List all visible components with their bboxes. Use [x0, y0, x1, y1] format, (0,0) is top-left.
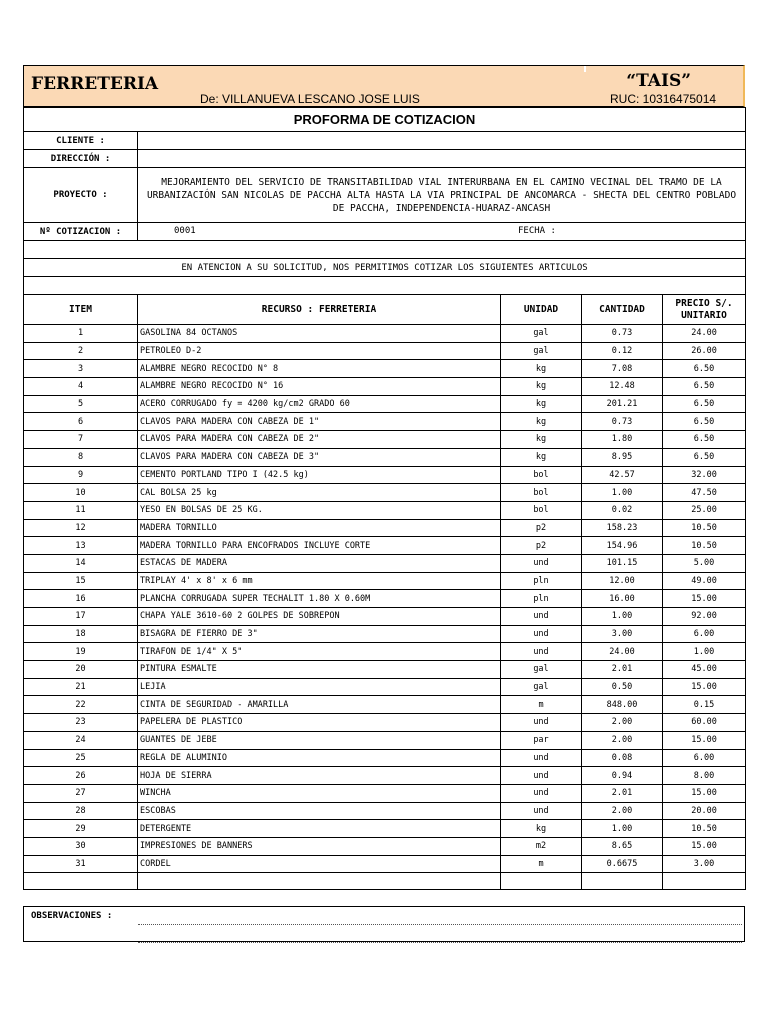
item-number: 18: [24, 625, 138, 643]
cotizacion-row: [138, 223, 746, 241]
item-description: DETERGENTE: [138, 820, 501, 838]
item-description: TIRAFON DE 1/4" X 5": [138, 643, 501, 661]
item-number: 11: [24, 501, 138, 519]
item-description: CORDEL: [138, 855, 501, 873]
item-description: MADERA TORNILLO PARA ENCOFRADOS INCLUYE CORTE: [138, 537, 501, 555]
item-quantity: 1.00: [582, 608, 663, 626]
table-row: [24, 537, 746, 555]
table-row: [24, 608, 746, 626]
item-number: 8: [24, 448, 138, 466]
table-row: [24, 325, 746, 343]
item-price: 45.00: [663, 661, 746, 679]
item-number: 22: [24, 696, 138, 714]
item-quantity: 16.00: [582, 590, 663, 608]
item-number: 2: [24, 342, 138, 360]
item-number: 24: [24, 731, 138, 749]
item-description: HOJA DE SIERRA: [138, 767, 501, 785]
item-number: 30: [24, 837, 138, 855]
item-number: 26: [24, 767, 138, 785]
item-price: 15.00: [663, 731, 746, 749]
table-row: [24, 519, 746, 537]
item-description: GASOLINA 84 OCTANOS: [138, 325, 501, 343]
item-description: IMPRESIONES DE BANNERS: [138, 837, 501, 855]
cotizacion-value: 0001: [174, 226, 196, 236]
item-quantity: 101.15: [582, 554, 663, 572]
items-body: [24, 325, 746, 873]
owner-name: De: VILLANUEVA LESCANO JOSE LUIS: [200, 92, 420, 106]
item-description: PLANCHA CORRUGADA SUPER TECHALIT 1.80 X 0.60M: [138, 590, 501, 608]
item-price: 15.00: [663, 837, 746, 855]
item-quantity: 0.12: [582, 342, 663, 360]
table-row: [24, 661, 746, 679]
item-unit: und: [501, 802, 582, 820]
page-title: PROFORMA DE COTIZACION: [24, 108, 746, 132]
direccion-value: [138, 150, 746, 168]
item-quantity: 24.00: [582, 643, 663, 661]
table-row: [24, 590, 746, 608]
item-unit: kg: [501, 413, 582, 431]
table-row: [24, 342, 746, 360]
store-header: [23, 65, 745, 107]
item-number: 5: [24, 395, 138, 413]
item-unit: par: [501, 731, 582, 749]
table-row: [24, 554, 746, 572]
fecha-label: FECHA :: [518, 226, 556, 236]
item-description: CLAVOS PARA MADERA CON CABEZA DE 1": [138, 413, 501, 431]
item-number: 16: [24, 590, 138, 608]
item-price: 25.00: [663, 501, 746, 519]
item-description: YESO EN BOLSAS DE 25 KG.: [138, 501, 501, 519]
item-quantity: 2.00: [582, 802, 663, 820]
item-number: 28: [24, 802, 138, 820]
item-price: 6.50: [663, 413, 746, 431]
item-description: REGLA DE ALUMINIO: [138, 749, 501, 767]
item-unit: kg: [501, 360, 582, 378]
item-unit: bol: [501, 501, 582, 519]
item-unit: pln: [501, 572, 582, 590]
blank-cell: [138, 873, 501, 890]
table-row: [24, 643, 746, 661]
item-quantity: 201.21: [582, 395, 663, 413]
item-quantity: 1.00: [582, 820, 663, 838]
item-number: 9: [24, 466, 138, 484]
item-price: 20.00: [663, 802, 746, 820]
item-quantity: 2.00: [582, 714, 663, 732]
item-description: CLAVOS PARA MADERA CON CABEZA DE 3": [138, 448, 501, 466]
blank-cell: [24, 873, 138, 890]
col-precio: PRECIO S/. UNITARIO: [663, 295, 746, 325]
item-number: 17: [24, 608, 138, 626]
table-row: [24, 802, 746, 820]
item-unit: und: [501, 749, 582, 767]
table-row: [24, 360, 746, 378]
item-unit: kg: [501, 448, 582, 466]
item-description: ALAMBRE NEGRO RECOCIDO N° 8: [138, 360, 501, 378]
item-unit: m2: [501, 837, 582, 855]
store-name: “TAIS”: [626, 71, 691, 91]
col-recurso: RECURSO : FERRETERIA: [138, 295, 501, 325]
item-unit: kg: [501, 431, 582, 449]
item-number: 10: [24, 484, 138, 502]
item-quantity: 0.08: [582, 749, 663, 767]
item-number: 15: [24, 572, 138, 590]
item-price: 6.50: [663, 378, 746, 396]
blank-cell: [501, 873, 582, 890]
proyecto-value: MEJORAMIENTO DEL SERVICIO DE TRANSITABILIDAD VIAL INTERURBANA EN EL CAMINO VECINAL DEL TRAMO DE LA URBANIZACIÓN SAN NICOLAS DE PACCHA ALTA HASTA LA VIA PRINCIPAL DE ANCOMARCA - SHECTA DEL CENTRO POBLADO DE PACCHA, INDEPENDENCIA-HUARAZ-ANCASH: [138, 168, 746, 223]
observaciones-box: [23, 906, 745, 942]
table-row: [24, 678, 746, 696]
item-description: CLAVOS PARA MADERA CON CABEZA DE 2": [138, 431, 501, 449]
blank-row: [24, 241, 746, 259]
store-brand: FERRETERIA: [31, 74, 159, 94]
info-table: [23, 107, 746, 890]
item-price: 0.15: [663, 696, 746, 714]
header-divider: [584, 66, 586, 72]
item-unit: pln: [501, 590, 582, 608]
ruc-number: RUC: 10316475014: [610, 92, 717, 106]
item-description: GUANTES DE JEBE: [138, 731, 501, 749]
item-number: 25: [24, 749, 138, 767]
observaciones-line: [138, 924, 742, 925]
table-row: [24, 395, 746, 413]
item-unit: und: [501, 784, 582, 802]
item-number: 29: [24, 820, 138, 838]
item-unit: gal: [501, 678, 582, 696]
item-unit: und: [501, 714, 582, 732]
item-description: PINTURA ESMALTE: [138, 661, 501, 679]
item-quantity: 8.65: [582, 837, 663, 855]
table-row: [24, 501, 746, 519]
item-price: 47.50: [663, 484, 746, 502]
item-description: BISAGRA DE FIERRO DE 3": [138, 625, 501, 643]
item-number: 31: [24, 855, 138, 873]
col-cantidad: CANTIDAD: [582, 295, 663, 325]
item-unit: und: [501, 554, 582, 572]
table-row: [24, 855, 746, 873]
item-price: 6.00: [663, 749, 746, 767]
item-price: 3.00: [663, 855, 746, 873]
item-number: 14: [24, 554, 138, 572]
table-row: [24, 820, 746, 838]
item-number: 20: [24, 661, 138, 679]
item-unit: m: [501, 855, 582, 873]
item-number: 13: [24, 537, 138, 555]
table-row: [24, 484, 746, 502]
proforma-sheet: [23, 65, 745, 890]
item-description: CHAPA YALE 3610-60 2 GOLPES DE SOBREPON: [138, 608, 501, 626]
table-row: [24, 625, 746, 643]
table-row: [24, 431, 746, 449]
item-price: 8.00: [663, 767, 746, 785]
item-description: CAL BOLSA 25 kg: [138, 484, 501, 502]
item-description: MADERA TORNILLO: [138, 519, 501, 537]
item-description: TRIPLAY 4' x 8' x 6 mm: [138, 572, 501, 590]
item-quantity: 7.08: [582, 360, 663, 378]
item-unit: bol: [501, 466, 582, 484]
item-quantity: 2.00: [582, 731, 663, 749]
item-price: 24.00: [663, 325, 746, 343]
item-quantity: 1.00: [582, 484, 663, 502]
item-unit: kg: [501, 820, 582, 838]
item-unit: gal: [501, 342, 582, 360]
item-quantity: 0.73: [582, 325, 663, 343]
item-number: 19: [24, 643, 138, 661]
item-price: 1.00: [663, 643, 746, 661]
item-number: 3: [24, 360, 138, 378]
item-price: 6.50: [663, 360, 746, 378]
item-price: 6.50: [663, 395, 746, 413]
item-price: 10.50: [663, 519, 746, 537]
item-quantity: 158.23: [582, 519, 663, 537]
item-number: 4: [24, 378, 138, 396]
item-description: CINTA DE SEGURIDAD - AMARILLA: [138, 696, 501, 714]
col-item: ITEM: [24, 295, 138, 325]
item-unit: und: [501, 625, 582, 643]
item-price: 10.50: [663, 820, 746, 838]
table-row: [24, 749, 746, 767]
item-quantity: 2.01: [582, 784, 663, 802]
col-unidad: UNIDAD: [501, 295, 582, 325]
item-description: CEMENTO PORTLAND TIPO I (42.5 kg): [138, 466, 501, 484]
item-unit: p2: [501, 519, 582, 537]
blank-cell: [663, 873, 746, 890]
item-unit: und: [501, 608, 582, 626]
item-number: 21: [24, 678, 138, 696]
item-price: 49.00: [663, 572, 746, 590]
intro-text: EN ATENCION A SU SOLICITUD, NOS PERMITIMOS COTIZAR LOS SIGUIENTES ARTICULOS: [24, 259, 746, 277]
cliente-label: CLIENTE :: [24, 132, 138, 150]
item-quantity: 848.00: [582, 696, 663, 714]
cotizacion-label: Nº COTIZACION :: [24, 223, 138, 241]
item-price: 92.00: [663, 608, 746, 626]
item-number: 6: [24, 413, 138, 431]
blank-cell: [582, 873, 663, 890]
table-row: [24, 466, 746, 484]
item-quantity: 0.6675: [582, 855, 663, 873]
item-quantity: 12.00: [582, 572, 663, 590]
item-unit: kg: [501, 395, 582, 413]
table-row: [24, 714, 746, 732]
item-price: 15.00: [663, 590, 746, 608]
proyecto-label: PROYECTO :: [24, 168, 138, 223]
item-quantity: 0.73: [582, 413, 663, 431]
item-price: 26.00: [663, 342, 746, 360]
item-number: 12: [24, 519, 138, 537]
item-price: 60.00: [663, 714, 746, 732]
item-price: 15.00: [663, 678, 746, 696]
item-description: WINCHA: [138, 784, 501, 802]
table-row: [24, 784, 746, 802]
item-number: 27: [24, 784, 138, 802]
item-price: 6.50: [663, 448, 746, 466]
item-quantity: 0.50: [582, 678, 663, 696]
item-description: PETROLEO D-2: [138, 342, 501, 360]
item-price: 6.50: [663, 431, 746, 449]
item-description: ALAMBRE NEGRO RECOCIDO N° 16: [138, 378, 501, 396]
item-description: ESTACAS DE MADERA: [138, 554, 501, 572]
table-row: [24, 837, 746, 855]
item-quantity: 0.02: [582, 501, 663, 519]
item-quantity: 1.80: [582, 431, 663, 449]
item-price: 10.50: [663, 537, 746, 555]
item-number: 23: [24, 714, 138, 732]
item-unit: und: [501, 767, 582, 785]
item-description: PAPELERA DE PLASTICO: [138, 714, 501, 732]
table-row: [24, 413, 746, 431]
item-number: 1: [24, 325, 138, 343]
item-quantity: 0.94: [582, 767, 663, 785]
item-unit: p2: [501, 537, 582, 555]
item-quantity: 12.48: [582, 378, 663, 396]
table-row: [24, 767, 746, 785]
item-unit: m: [501, 696, 582, 714]
item-quantity: 3.00: [582, 625, 663, 643]
table-row: [24, 572, 746, 590]
item-price: 32.00: [663, 466, 746, 484]
observaciones-label: OBSERVACIONES :: [31, 911, 113, 921]
item-quantity: 42.57: [582, 466, 663, 484]
item-price: 15.00: [663, 784, 746, 802]
item-price: 6.00: [663, 625, 746, 643]
observaciones-line: [138, 942, 742, 943]
direccion-label: DIRECCIÓN :: [24, 150, 138, 168]
item-unit: und: [501, 643, 582, 661]
item-quantity: 154.96: [582, 537, 663, 555]
item-description: LEJIA: [138, 678, 501, 696]
item-unit: kg: [501, 378, 582, 396]
table-row: [24, 696, 746, 714]
item-quantity: 8.95: [582, 448, 663, 466]
item-description: ESCOBAS: [138, 802, 501, 820]
cliente-value: [138, 132, 746, 150]
item-unit: gal: [501, 325, 582, 343]
table-row: [24, 378, 746, 396]
blank-row: [24, 277, 746, 295]
table-row: [24, 448, 746, 466]
item-unit: gal: [501, 661, 582, 679]
item-price: 5.00: [663, 554, 746, 572]
item-description: ACERO CORRUGADO fy = 4200 kg/cm2 GRADO 60: [138, 395, 501, 413]
item-quantity: 2.01: [582, 661, 663, 679]
table-row: [24, 731, 746, 749]
item-unit: bol: [501, 484, 582, 502]
item-number: 7: [24, 431, 138, 449]
